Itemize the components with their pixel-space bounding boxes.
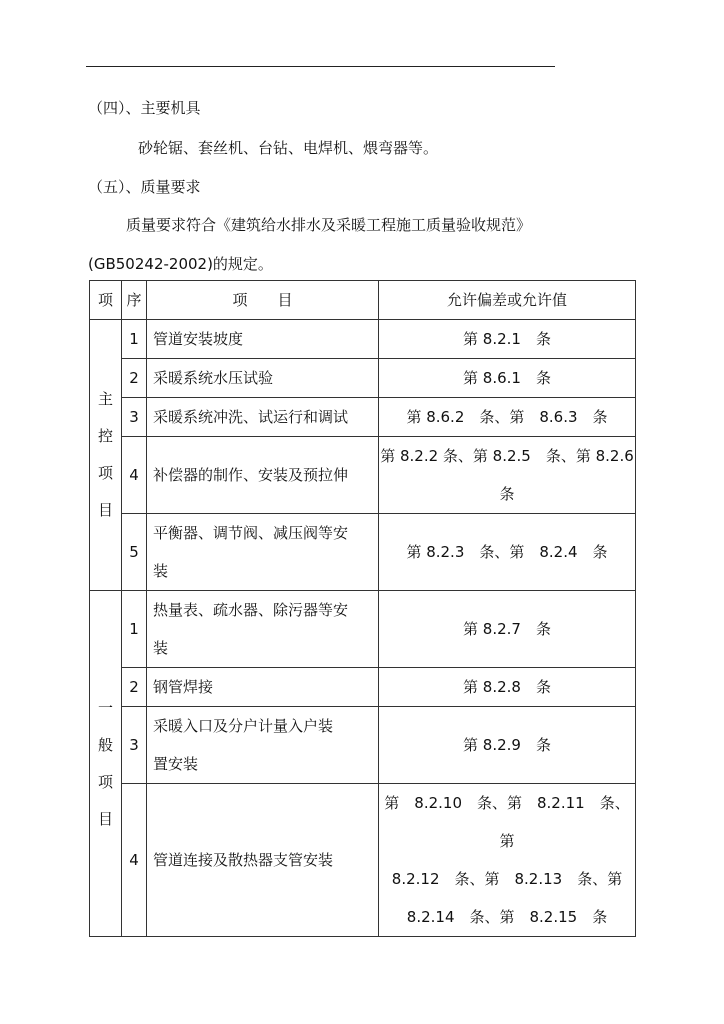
group-label-char: 项	[97, 464, 113, 482]
row-number: 3	[122, 398, 147, 437]
row-value-line: 8.2.14 条、第 8.2.15 条	[406, 908, 608, 926]
row-value	[379, 320, 636, 359]
row-item-line: 装	[153, 562, 169, 580]
group-label-char: 般	[97, 735, 113, 754]
group-label-char: 主	[97, 390, 113, 408]
row-item	[147, 514, 379, 591]
row-value	[379, 784, 636, 937]
group-label-general	[90, 591, 122, 937]
row-item	[147, 359, 379, 398]
row-item-line: 补偿器的制作、安装及预拉伸	[153, 466, 349, 484]
row-item	[147, 320, 379, 359]
quality-spec-table	[89, 280, 636, 937]
row-number: 3	[122, 707, 147, 784]
section-5-heading: （五）、质量要求	[88, 178, 201, 196]
row-item	[147, 591, 379, 668]
row-item-line: 采暖入口及分户计量入户装	[153, 717, 334, 735]
row-value-line: 第 8.6.2 条、第 8.6.3 条	[406, 408, 608, 426]
table-row	[90, 707, 636, 784]
row-item-line: 管道连接及散热器支管安装	[153, 851, 334, 869]
table-row	[90, 437, 636, 514]
row-item-line: 热量表、疏水器、除污器等安	[153, 601, 349, 619]
row-value-line: 第 8.2.9 条	[463, 736, 551, 754]
row-item	[147, 398, 379, 437]
table-row	[90, 398, 636, 437]
column-header: 允许偏差或允许值	[379, 281, 636, 320]
group-label-char: 目	[97, 809, 113, 828]
row-value	[379, 514, 636, 591]
table-row	[90, 359, 636, 398]
row-item-line: 钢管焊接	[153, 678, 214, 696]
row-value	[379, 359, 636, 398]
row-number: 2	[122, 668, 147, 707]
row-number: 5	[122, 514, 147, 591]
row-value-line: 8.2.12 条、第 8.2.13 条、第	[391, 870, 623, 888]
group-label-char: 控	[97, 427, 113, 445]
row-item	[147, 668, 379, 707]
row-value	[379, 591, 636, 668]
group-label-char: 目	[97, 501, 113, 519]
row-item-line: 装	[153, 639, 169, 657]
table-header-row	[90, 281, 636, 320]
section-4-heading: （四）、主要机具	[88, 99, 201, 117]
column-header: 项 目	[147, 281, 379, 320]
table-row	[90, 591, 636, 668]
row-number: 2	[122, 359, 147, 398]
row-value	[379, 668, 636, 707]
row-value	[379, 707, 636, 784]
table-row	[90, 668, 636, 707]
row-item	[147, 784, 379, 937]
header-rule	[86, 66, 555, 67]
column-header: 项	[90, 281, 122, 320]
row-item-line: 采暖系统冲洗、试运行和调试	[153, 408, 349, 426]
row-item-line: 管道安装坡度	[153, 330, 244, 348]
quality-requirement-text: 质量要求符合《建筑给水排水及采暖工程施工质量验收规范》	[126, 216, 532, 234]
row-value-line: 第 8.2.3 条、第 8.2.4 条	[406, 543, 608, 561]
tools-list: 砂轮锯、套丝机、台钻、电焊机、煨弯器等。	[138, 139, 439, 157]
group-label-char: 一	[97, 698, 113, 717]
group-label-stack	[90, 690, 121, 838]
row-value-line: 第 8.2.7 条	[463, 620, 551, 638]
row-value	[379, 398, 636, 437]
table-row	[90, 784, 636, 937]
row-value-line: 第 8.2.8 条	[463, 678, 551, 696]
row-item	[147, 437, 379, 514]
row-value-line: 第 8.6.1 条	[463, 369, 551, 387]
row-item-line: 置安装	[153, 755, 199, 773]
group-label-main	[90, 320, 122, 591]
row-value-line: 条	[499, 485, 515, 503]
row-number: 4	[122, 784, 147, 937]
row-value-line: 第 8.2.1 条	[463, 330, 551, 348]
row-value-line: 第 8.2.10 条、第 8.2.11 条、第	[384, 794, 630, 850]
group-label-char: 项	[97, 772, 113, 791]
row-item-line: 采暖系统水压试验	[153, 369, 274, 387]
column-header: 序	[122, 281, 147, 320]
row-item	[147, 707, 379, 784]
row-number: 1	[122, 320, 147, 359]
table-row	[90, 320, 636, 359]
quality-standard-text: (GB50242-2002)的规定。	[88, 255, 273, 273]
row-number: 4	[122, 437, 147, 514]
row-value	[379, 437, 636, 514]
row-number: 1	[122, 591, 147, 668]
row-item-line: 平衡器、调节阀、减压阀等安	[153, 524, 349, 542]
row-value-line: 第 8.2.2 条、第 8.2.5 条、第 8.2.6	[380, 447, 634, 465]
group-label-stack	[90, 381, 121, 529]
table-row	[90, 514, 636, 591]
